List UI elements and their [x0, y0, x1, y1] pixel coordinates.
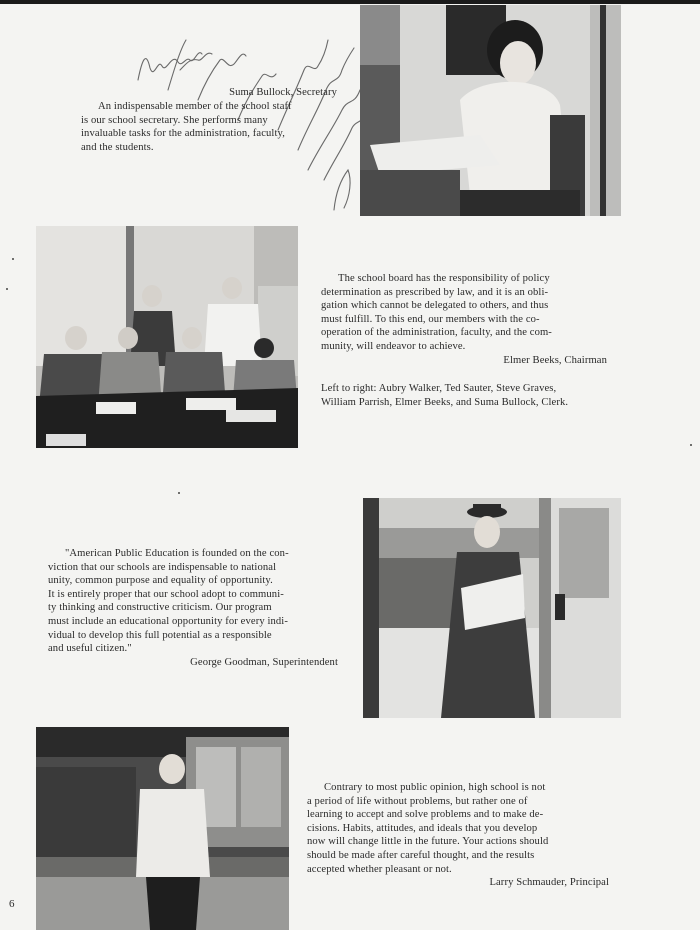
print-speck: [690, 444, 692, 446]
top-edge-bar: [0, 0, 700, 4]
principal-line: learning to accept and solve problems and to make de-: [307, 809, 544, 821]
school-board-photo: [36, 226, 298, 448]
principal-photo-image: [36, 727, 289, 930]
principal-signoff: Larry Schmauder, Principal: [489, 877, 609, 889]
superintendent-line: and useful citizen.": [48, 643, 132, 655]
secretary-line: invaluable tasks for the administration, faculty,: [81, 128, 285, 140]
print-speck: [6, 288, 8, 290]
principal-line: Contrary to most public opinion, high school is not: [324, 782, 546, 793]
secretary-line: and the students.: [81, 141, 154, 153]
board-line: The school board has the responsibility of policy: [338, 273, 550, 284]
board-signoff: Elmer Beeks, Chairman: [503, 354, 607, 366]
board-line: gation which cannot be delegated to others, and thus: [321, 300, 549, 312]
superintendent-photo-image: [363, 498, 621, 718]
caption-line: William Parrish, Elmer Beeks, and Suma Bullock, Clerk.: [321, 396, 569, 408]
caption-line: Left to right: Aubry Walker, Ted Sauter, Steve Graves,: [321, 383, 557, 394]
school-board-statement: [321, 272, 621, 367]
secretary-photo-image: [360, 5, 621, 216]
print-speck: [12, 258, 14, 260]
secretary-block: [74, 86, 337, 100]
principal-line: should be made after careful thought, and the results: [307, 849, 535, 861]
superintendent-line: It is entirely proper that our school adopt to communi-: [48, 588, 284, 600]
board-line: operation of the administration, faculty, and the com-: [321, 327, 552, 339]
superintendent-line: unity, common purpose and equality of opportunity.: [48, 575, 273, 587]
principal-line: a period of life without problems, but rather one of: [307, 795, 528, 807]
principal-line: accepted whether pleasant or not.: [307, 863, 452, 875]
secretary-line: is our school secretary. She performs many: [81, 114, 268, 126]
superintendent-line: vidual to develop this full potential as a responsible: [48, 629, 272, 641]
superintendent-photo: [363, 498, 621, 718]
superintendent-line: viction that our schools are indispensable to national: [48, 561, 277, 573]
secretary-description: [81, 100, 361, 154]
board-line: determination as prescribed by law, and it is an obli-: [321, 286, 549, 298]
principal-photo: [36, 727, 289, 930]
superintendent-line: must include an educational opportunity for every indi-: [48, 615, 288, 627]
board-line: munity, will endeavor to achieve.: [321, 340, 466, 352]
superintendent-statement: [48, 547, 348, 669]
superintendent-line: ty thinking and constructive criticism. Our program: [48, 602, 272, 614]
school-board-photo-image: [36, 226, 298, 448]
superintendent-signoff: George Goodman, Superintendent: [190, 656, 338, 668]
principal-line: cisions. Habits, attitudes, and ideals that you develop: [307, 822, 538, 834]
board-line: must fulfill. To this end, our members with the co-: [321, 313, 540, 325]
secretary-line: An indispensable member of the school staff: [98, 101, 292, 112]
secretary-photo: [360, 5, 621, 216]
print-speck: [178, 492, 180, 494]
board-photo-caption: [321, 382, 651, 409]
principal-line: now will change little in the future. Your actions should: [307, 836, 549, 848]
superintendent-line: "American Public Education is founded on the con-: [65, 548, 289, 559]
principal-statement: [307, 781, 637, 890]
page-number: 6: [9, 898, 15, 910]
secretary-name-line: Suma Bullock, Secretary: [229, 87, 337, 98]
